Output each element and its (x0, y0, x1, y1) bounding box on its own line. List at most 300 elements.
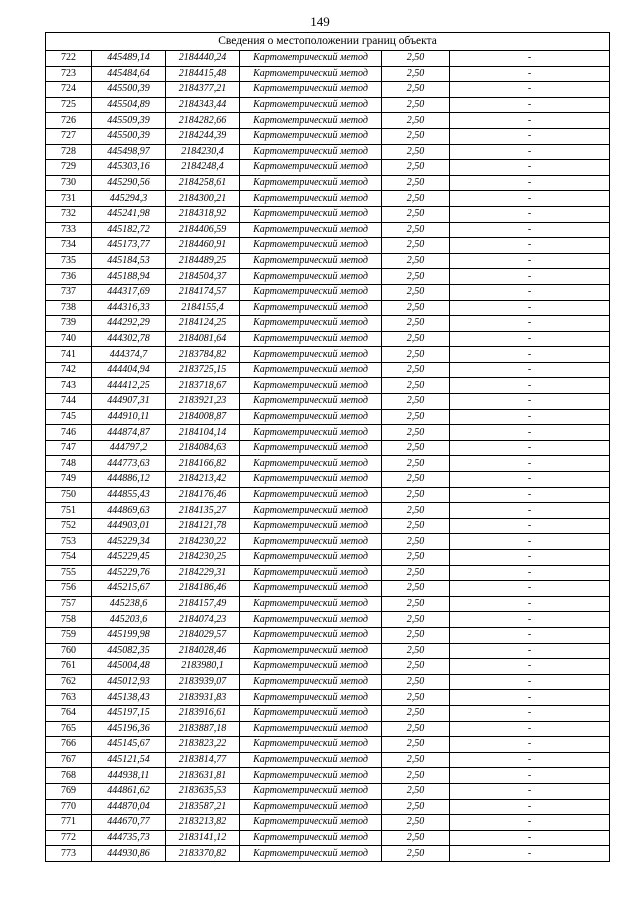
y-coordinate-cell: 2184028,46 (166, 643, 240, 659)
y-coordinate-cell: 2184489,25 (166, 253, 240, 269)
y-coordinate-cell: 2183939,07 (166, 674, 240, 690)
description-cell: - (450, 503, 610, 519)
table-row (46, 394, 610, 410)
table-row (46, 456, 610, 472)
method-cell: Картометрический метод (240, 783, 382, 799)
point-number-cell: 753 (46, 534, 92, 550)
description-cell: - (450, 627, 610, 643)
description-cell: - (450, 82, 610, 98)
description-cell: - (450, 752, 610, 768)
table-row (46, 737, 610, 753)
x-coordinate-cell: 445498,97 (92, 144, 166, 160)
point-number-cell: 725 (46, 97, 92, 113)
accuracy-cell: 2,50 (382, 51, 450, 67)
y-coordinate-cell: 2184155,4 (166, 300, 240, 316)
point-number-cell: 741 (46, 347, 92, 363)
y-coordinate-cell: 2184157,49 (166, 596, 240, 612)
y-coordinate-cell: 2184008,87 (166, 409, 240, 425)
point-number-cell: 773 (46, 846, 92, 862)
point-number-cell: 740 (46, 331, 92, 347)
table-row (46, 830, 610, 846)
method-cell: Картометрический метод (240, 409, 382, 425)
y-coordinate-cell: 2184229,31 (166, 565, 240, 581)
method-cell: Картометрический метод (240, 565, 382, 581)
point-number-cell: 747 (46, 440, 92, 456)
y-coordinate-cell: 2184377,21 (166, 82, 240, 98)
description-cell: - (450, 425, 610, 441)
description-cell: - (450, 550, 610, 566)
x-coordinate-cell: 445241,98 (92, 206, 166, 222)
method-cell: Картометрический метод (240, 643, 382, 659)
description-cell: - (450, 238, 610, 254)
table-row (46, 752, 610, 768)
x-coordinate-cell: 444316,33 (92, 300, 166, 316)
accuracy-cell: 2,50 (382, 238, 450, 254)
x-coordinate-cell: 444855,43 (92, 487, 166, 503)
accuracy-cell: 2,50 (382, 690, 450, 706)
x-coordinate-cell: 445509,39 (92, 113, 166, 129)
description-cell: - (450, 175, 610, 191)
x-coordinate-cell: 444292,29 (92, 316, 166, 332)
table-row (46, 612, 610, 628)
y-coordinate-cell: 2184282,66 (166, 113, 240, 129)
accuracy-cell: 2,50 (382, 783, 450, 799)
table-row (46, 316, 610, 332)
x-coordinate-cell: 444797,2 (92, 440, 166, 456)
y-coordinate-cell: 2184244,39 (166, 128, 240, 144)
y-coordinate-cell: 2183213,82 (166, 815, 240, 831)
point-number-cell: 744 (46, 394, 92, 410)
accuracy-cell: 2,50 (382, 456, 450, 472)
y-coordinate-cell: 2183370,82 (166, 846, 240, 862)
table-row (46, 627, 610, 643)
y-coordinate-cell: 2184318,92 (166, 206, 240, 222)
accuracy-cell: 2,50 (382, 409, 450, 425)
y-coordinate-cell: 2184124,25 (166, 316, 240, 332)
method-cell: Картометрический метод (240, 394, 382, 410)
method-cell: Картометрический метод (240, 440, 382, 456)
y-coordinate-cell: 2184104,14 (166, 425, 240, 441)
table-row (46, 362, 610, 378)
accuracy-cell: 2,50 (382, 206, 450, 222)
method-cell: Картометрический метод (240, 269, 382, 285)
method-cell: Картометрический метод (240, 206, 382, 222)
y-coordinate-cell: 2184174,57 (166, 284, 240, 300)
method-cell: Картометрический метод (240, 830, 382, 846)
point-number-cell: 760 (46, 643, 92, 659)
x-coordinate-cell: 445004,48 (92, 659, 166, 675)
accuracy-cell: 2,50 (382, 627, 450, 643)
x-coordinate-cell: 444910,11 (92, 409, 166, 425)
y-coordinate-cell: 2183631,81 (166, 768, 240, 784)
table-body (46, 51, 610, 862)
point-number-cell: 733 (46, 222, 92, 238)
x-coordinate-cell: 445500,39 (92, 82, 166, 98)
accuracy-cell: 2,50 (382, 316, 450, 332)
accuracy-cell: 2,50 (382, 674, 450, 690)
point-number-cell: 723 (46, 66, 92, 82)
accuracy-cell: 2,50 (382, 768, 450, 784)
table-row (46, 440, 610, 456)
x-coordinate-cell: 445184,53 (92, 253, 166, 269)
point-number-cell: 771 (46, 815, 92, 831)
x-coordinate-cell: 444930,86 (92, 846, 166, 862)
table-row (46, 113, 610, 129)
y-coordinate-cell: 2184440,24 (166, 51, 240, 67)
description-cell: - (450, 690, 610, 706)
point-number-cell: 764 (46, 705, 92, 721)
method-cell: Картометрический метод (240, 128, 382, 144)
table-row (46, 284, 610, 300)
x-coordinate-cell: 444302,78 (92, 331, 166, 347)
point-number-cell: 739 (46, 316, 92, 332)
x-coordinate-cell: 444870,04 (92, 799, 166, 815)
method-cell: Картометрический метод (240, 705, 382, 721)
point-number-cell: 726 (46, 113, 92, 129)
description-cell: - (450, 144, 610, 160)
point-number-cell: 763 (46, 690, 92, 706)
description-cell: - (450, 362, 610, 378)
accuracy-cell: 2,50 (382, 596, 450, 612)
y-coordinate-cell: 2184074,23 (166, 612, 240, 628)
point-number-cell: 736 (46, 269, 92, 285)
method-cell: Картометрический метод (240, 581, 382, 597)
method-cell: Картометрический метод (240, 627, 382, 643)
accuracy-cell: 2,50 (382, 362, 450, 378)
table-row (46, 721, 610, 737)
x-coordinate-cell: 445489,14 (92, 51, 166, 67)
accuracy-cell: 2,50 (382, 284, 450, 300)
x-coordinate-cell: 444317,69 (92, 284, 166, 300)
point-number-cell: 759 (46, 627, 92, 643)
description-cell: - (450, 300, 610, 316)
point-number-cell: 746 (46, 425, 92, 441)
x-coordinate-cell: 445145,67 (92, 737, 166, 753)
accuracy-cell: 2,50 (382, 659, 450, 675)
description-cell: - (450, 456, 610, 472)
method-cell: Картометрический метод (240, 66, 382, 82)
point-number-cell: 732 (46, 206, 92, 222)
table-row (46, 705, 610, 721)
method-cell: Картометрический метод (240, 316, 382, 332)
description-cell: - (450, 253, 610, 269)
x-coordinate-cell: 444874,87 (92, 425, 166, 441)
description-cell: - (450, 128, 610, 144)
table-row (46, 82, 610, 98)
method-cell: Картометрический метод (240, 284, 382, 300)
y-coordinate-cell: 2184029,57 (166, 627, 240, 643)
y-coordinate-cell: 2184135,27 (166, 503, 240, 519)
y-coordinate-cell: 2183587,21 (166, 799, 240, 815)
table-title: Сведения о местоположении границ объекта (46, 33, 610, 51)
y-coordinate-cell: 2183916,61 (166, 705, 240, 721)
method-cell: Картометрический метод (240, 846, 382, 862)
point-number-cell: 761 (46, 659, 92, 675)
x-coordinate-cell: 445484,64 (92, 66, 166, 82)
table-row (46, 238, 610, 254)
accuracy-cell: 2,50 (382, 222, 450, 238)
method-cell: Картометрический метод (240, 487, 382, 503)
accuracy-cell: 2,50 (382, 175, 450, 191)
x-coordinate-cell: 445121,54 (92, 752, 166, 768)
description-cell: - (450, 612, 610, 628)
description-cell: - (450, 66, 610, 82)
y-coordinate-cell: 2184415,48 (166, 66, 240, 82)
description-cell: - (450, 830, 610, 846)
description-cell: - (450, 394, 610, 410)
accuracy-cell: 2,50 (382, 394, 450, 410)
table-row (46, 425, 610, 441)
method-cell: Картометрический метод (240, 690, 382, 706)
method-cell: Картометрический метод (240, 347, 382, 363)
page-number: 149 (310, 14, 330, 29)
table-row (46, 643, 610, 659)
accuracy-cell: 2,50 (382, 144, 450, 160)
x-coordinate-cell: 444374,7 (92, 347, 166, 363)
x-coordinate-cell: 445290,56 (92, 175, 166, 191)
table-row (46, 815, 610, 831)
table-row (46, 565, 610, 581)
accuracy-cell: 2,50 (382, 425, 450, 441)
x-coordinate-cell: 444907,31 (92, 394, 166, 410)
table-row (46, 768, 610, 784)
accuracy-cell: 2,50 (382, 815, 450, 831)
y-coordinate-cell: 2183718,67 (166, 378, 240, 394)
point-number-cell: 731 (46, 191, 92, 207)
description-cell: - (450, 518, 610, 534)
method-cell: Картометрический метод (240, 238, 382, 254)
method-cell: Картометрический метод (240, 144, 382, 160)
y-coordinate-cell: 2183141,12 (166, 830, 240, 846)
point-number-cell: 769 (46, 783, 92, 799)
table-row (46, 846, 610, 862)
accuracy-cell: 2,50 (382, 160, 450, 176)
description-cell: - (450, 191, 610, 207)
point-number-cell: 727 (46, 128, 92, 144)
point-number-cell: 722 (46, 51, 92, 67)
method-cell: Картометрический метод (240, 175, 382, 191)
description-cell: - (450, 783, 610, 799)
y-coordinate-cell: 2183887,18 (166, 721, 240, 737)
method-cell: Картометрический метод (240, 331, 382, 347)
description-cell: - (450, 581, 610, 597)
x-coordinate-cell: 445229,34 (92, 534, 166, 550)
description-cell: - (450, 51, 610, 67)
accuracy-cell: 2,50 (382, 191, 450, 207)
y-coordinate-cell: 2183931,83 (166, 690, 240, 706)
x-coordinate-cell: 444735,73 (92, 830, 166, 846)
table-row (46, 378, 610, 394)
description-cell: - (450, 799, 610, 815)
table-row (46, 160, 610, 176)
y-coordinate-cell: 2184213,42 (166, 472, 240, 488)
description-cell: - (450, 316, 610, 332)
method-cell: Картометрический метод (240, 815, 382, 831)
accuracy-cell: 2,50 (382, 300, 450, 316)
point-number-cell: 755 (46, 565, 92, 581)
method-cell: Картометрический метод (240, 612, 382, 628)
point-number-cell: 762 (46, 674, 92, 690)
method-cell: Картометрический метод (240, 51, 382, 67)
y-coordinate-cell: 2184166,82 (166, 456, 240, 472)
description-cell: - (450, 737, 610, 753)
x-coordinate-cell: 445504,89 (92, 97, 166, 113)
y-coordinate-cell: 2183921,23 (166, 394, 240, 410)
y-coordinate-cell: 2184081,64 (166, 331, 240, 347)
table-row (46, 66, 610, 82)
point-number-cell: 752 (46, 518, 92, 534)
point-number-cell: 767 (46, 752, 92, 768)
boundary-coordinates-table (45, 32, 610, 862)
description-cell: - (450, 409, 610, 425)
description-cell: - (450, 596, 610, 612)
x-coordinate-cell: 444773,63 (92, 456, 166, 472)
accuracy-cell: 2,50 (382, 378, 450, 394)
table-row (46, 659, 610, 675)
x-coordinate-cell: 445294,3 (92, 191, 166, 207)
x-coordinate-cell: 445238,6 (92, 596, 166, 612)
method-cell: Картометрический метод (240, 113, 382, 129)
method-cell: Картометрический метод (240, 425, 382, 441)
description-cell: - (450, 643, 610, 659)
point-number-cell: 738 (46, 300, 92, 316)
table-row (46, 534, 610, 550)
description-cell: - (450, 565, 610, 581)
table-row (46, 222, 610, 238)
table-title-row (46, 33, 610, 51)
method-cell: Картометрический метод (240, 362, 382, 378)
method-cell: Картометрический метод (240, 596, 382, 612)
point-number-cell: 756 (46, 581, 92, 597)
table-row (46, 409, 610, 425)
accuracy-cell: 2,50 (382, 487, 450, 503)
accuracy-cell: 2,50 (382, 331, 450, 347)
point-number-cell: 758 (46, 612, 92, 628)
point-number-cell: 743 (46, 378, 92, 394)
method-cell: Картометрический метод (240, 82, 382, 98)
description-cell: - (450, 347, 610, 363)
table-row (46, 487, 610, 503)
accuracy-cell: 2,50 (382, 830, 450, 846)
accuracy-cell: 2,50 (382, 705, 450, 721)
accuracy-cell: 2,50 (382, 472, 450, 488)
accuracy-cell: 2,50 (382, 550, 450, 566)
description-cell: - (450, 222, 610, 238)
table-row (46, 581, 610, 597)
point-number-cell: 748 (46, 456, 92, 472)
method-cell: Картометрический метод (240, 456, 382, 472)
table-row (46, 191, 610, 207)
point-number-cell: 770 (46, 799, 92, 815)
method-cell: Картометрический метод (240, 659, 382, 675)
accuracy-cell: 2,50 (382, 82, 450, 98)
y-coordinate-cell: 2184186,46 (166, 581, 240, 597)
description-cell: - (450, 378, 610, 394)
table-row (46, 799, 610, 815)
point-number-cell: 757 (46, 596, 92, 612)
y-coordinate-cell: 2183725,15 (166, 362, 240, 378)
description-cell: - (450, 659, 610, 675)
description-cell: - (450, 440, 610, 456)
description-cell: - (450, 269, 610, 285)
method-cell: Картометрический метод (240, 550, 382, 566)
x-coordinate-cell: 444938,11 (92, 768, 166, 784)
method-cell: Картометрический метод (240, 721, 382, 737)
table-row (46, 128, 610, 144)
accuracy-cell: 2,50 (382, 440, 450, 456)
table-row (46, 253, 610, 269)
point-number-cell: 765 (46, 721, 92, 737)
table-row (46, 550, 610, 566)
x-coordinate-cell: 445203,6 (92, 612, 166, 628)
method-cell: Картометрический метод (240, 378, 382, 394)
point-number-cell: 724 (46, 82, 92, 98)
y-coordinate-cell: 2184300,21 (166, 191, 240, 207)
y-coordinate-cell: 2184121,78 (166, 518, 240, 534)
method-cell: Картометрический метод (240, 768, 382, 784)
x-coordinate-cell: 445229,45 (92, 550, 166, 566)
description-cell: - (450, 97, 610, 113)
y-coordinate-cell: 2184230,22 (166, 534, 240, 550)
description-cell: - (450, 674, 610, 690)
point-number-cell: 742 (46, 362, 92, 378)
accuracy-cell: 2,50 (382, 269, 450, 285)
description-cell: - (450, 160, 610, 176)
x-coordinate-cell: 444404,94 (92, 362, 166, 378)
accuracy-cell: 2,50 (382, 503, 450, 519)
method-cell: Картометрический метод (240, 752, 382, 768)
x-coordinate-cell: 444861,62 (92, 783, 166, 799)
description-cell: - (450, 206, 610, 222)
x-coordinate-cell: 444903,01 (92, 518, 166, 534)
description-cell: - (450, 815, 610, 831)
table-row (46, 331, 610, 347)
point-number-cell: 737 (46, 284, 92, 300)
method-cell: Картометрический метод (240, 534, 382, 550)
y-coordinate-cell: 2184230,25 (166, 550, 240, 566)
table-row (46, 596, 610, 612)
description-cell: - (450, 284, 610, 300)
table-row (46, 347, 610, 363)
point-number-cell: 745 (46, 409, 92, 425)
y-coordinate-cell: 2184176,46 (166, 487, 240, 503)
table-row (46, 97, 610, 113)
x-coordinate-cell: 445173,77 (92, 238, 166, 254)
point-number-cell: 728 (46, 144, 92, 160)
x-coordinate-cell: 445500,39 (92, 128, 166, 144)
point-number-cell: 766 (46, 737, 92, 753)
table-row (46, 472, 610, 488)
accuracy-cell: 2,50 (382, 66, 450, 82)
description-cell: - (450, 534, 610, 550)
y-coordinate-cell: 2184460,91 (166, 238, 240, 254)
y-coordinate-cell: 2183823,22 (166, 737, 240, 753)
table-row (46, 144, 610, 160)
accuracy-cell: 2,50 (382, 534, 450, 550)
y-coordinate-cell: 2184504,37 (166, 269, 240, 285)
x-coordinate-cell: 445182,72 (92, 222, 166, 238)
accuracy-cell: 2,50 (382, 846, 450, 862)
point-number-cell: 749 (46, 472, 92, 488)
x-coordinate-cell: 444412,25 (92, 378, 166, 394)
y-coordinate-cell: 2183635,53 (166, 783, 240, 799)
x-coordinate-cell: 445303,16 (92, 160, 166, 176)
accuracy-cell: 2,50 (382, 643, 450, 659)
x-coordinate-cell: 445138,43 (92, 690, 166, 706)
x-coordinate-cell: 445229,76 (92, 565, 166, 581)
y-coordinate-cell: 2184343,44 (166, 97, 240, 113)
method-cell: Картометрический метод (240, 472, 382, 488)
